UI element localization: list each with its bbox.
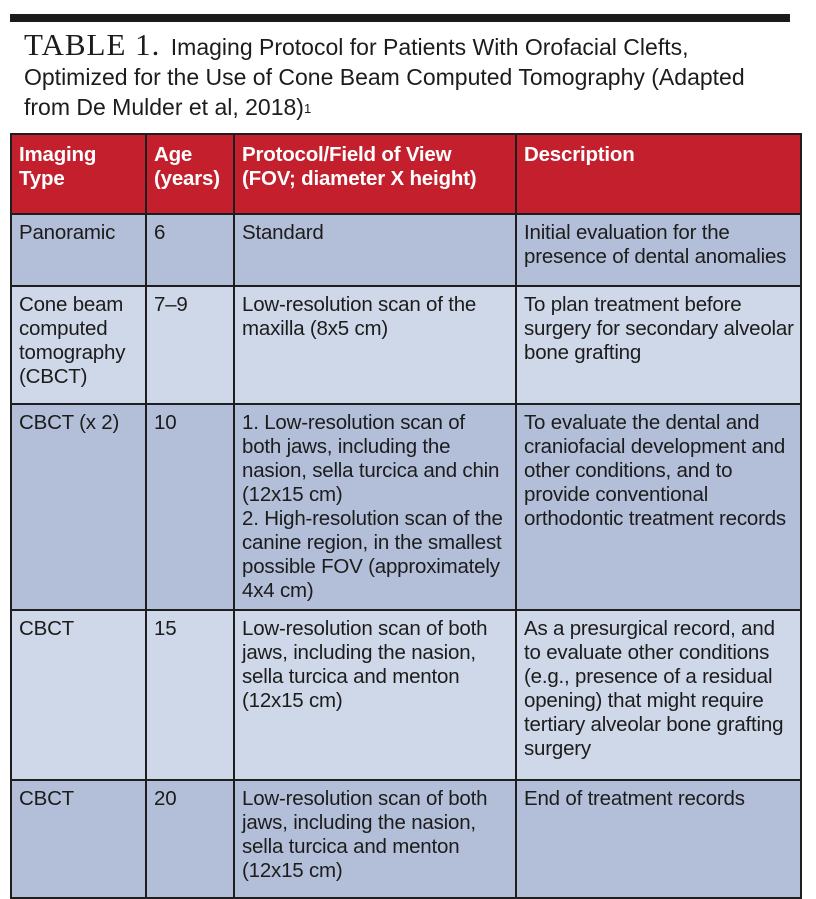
cell-description: As a presurgical record, and to evaluate other conditions (e.g., presence of a residual opening) that might require tertiary alveolar bone grafting surgery	[516, 610, 801, 780]
header-description: Description	[516, 134, 801, 214]
cell-imaging-type: Cone beam computed tomography (CBCT)	[11, 286, 146, 404]
protocol-line: 1. Low-resolution scan of both jaws, including the nasion, sella turcica and chin (12x15 cm)	[242, 411, 500, 506]
cell-description: To evaluate the dental and craniofacial development and other conditions, and to provide conventional orthodontic treatment records	[516, 404, 801, 610]
cell-age: 15	[146, 610, 234, 780]
table-title: Imaging Protocol for Patients With Orofacial Clefts, Optimized for the Use of Cone Beam Computed Tomography (Adapted from De Mulder et al, 2018)	[24, 34, 745, 120]
cell-age: 6	[146, 214, 234, 286]
cell-imaging-type: CBCT (x 2)	[11, 404, 146, 610]
table-row	[11, 404, 801, 610]
protocol-line: Standard	[242, 221, 324, 244]
cell-protocol	[234, 610, 516, 780]
cell-imaging-type: CBCT	[11, 780, 146, 898]
cell-imaging-type: CBCT	[11, 610, 146, 780]
citation-superscript: 1	[303, 101, 312, 116]
table-row	[11, 610, 801, 780]
cell-protocol	[234, 214, 516, 286]
table-row	[11, 214, 801, 286]
protocol-line: Low-resolution scan of both jaws, including the nasion, sella turcica and menton (12x15 cm)	[242, 617, 488, 712]
protocol-line: Low-resolution scan of the maxilla (8x5 cm)	[242, 293, 477, 340]
table-row	[11, 780, 801, 898]
imaging-protocol-table	[10, 133, 802, 899]
cell-age: 10	[146, 404, 234, 610]
protocol-line: Low-resolution scan of both jaws, including the nasion, sella turcica and menton (12x15 cm)	[242, 787, 488, 882]
cell-description: Initial evaluation for the presence of dental anomalies	[516, 214, 801, 286]
protocol-line: 2. High-resolution scan of the canine region, in the smallest possible FOV (approximately 4x4 cm)	[242, 507, 503, 602]
cell-protocol	[234, 404, 516, 610]
cell-age: 7–9	[146, 286, 234, 404]
cell-description: To plan treatment before surgery for secondary alveolar bone grafting	[516, 286, 801, 404]
table-label: TABLE 1.	[24, 27, 161, 62]
header-age: Age (years)	[146, 134, 234, 214]
cell-age: 20	[146, 780, 234, 898]
cell-protocol	[234, 286, 516, 404]
top-rule	[10, 14, 790, 22]
cell-description: End of treatment records	[516, 780, 801, 898]
header-imaging-type: Imaging Type	[11, 134, 146, 214]
header-protocol: Protocol/Field of View (FOV; diameter X height)	[234, 134, 516, 214]
table-caption	[24, 27, 784, 122]
header-row	[11, 134, 801, 214]
cell-protocol	[234, 780, 516, 898]
table-row	[11, 286, 801, 404]
cell-imaging-type: Panoramic	[11, 214, 146, 286]
